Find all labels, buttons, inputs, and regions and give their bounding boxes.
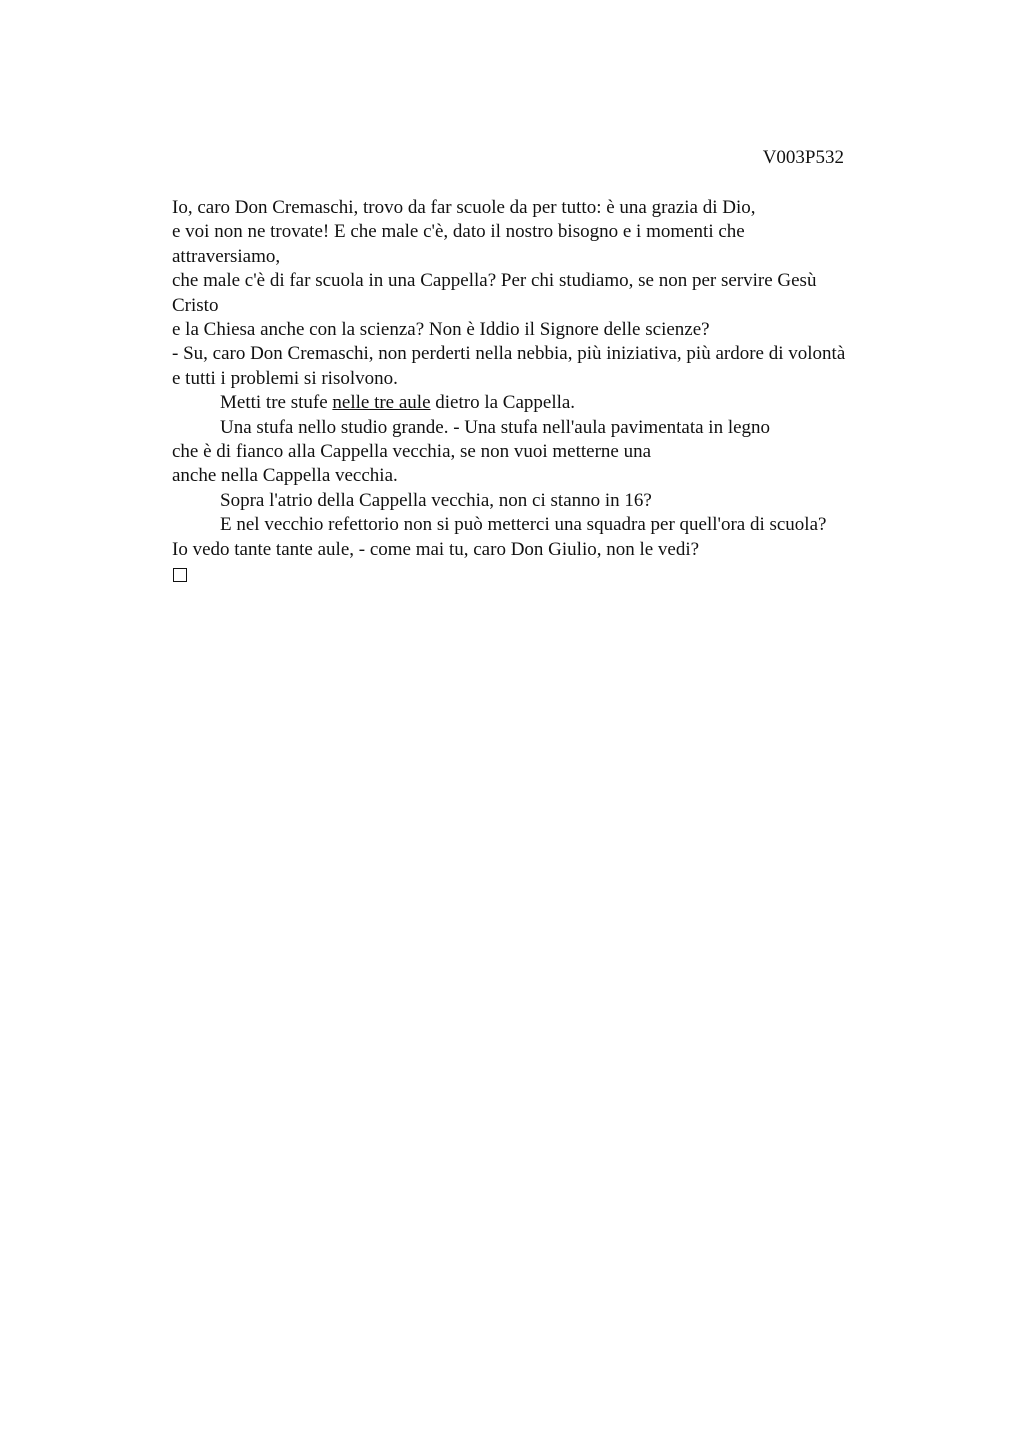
page-identifier: V003P532 [762,147,844,168]
underlined-text: nelle tre aule [332,392,431,414]
text-segment: dietro la Cappella. [430,392,576,414]
text-line: che male c'è di far scuola in una Cappella? Per chi studiamo, se non per servire Gesù [172,270,817,292]
text-line: Io, caro Don Cremaschi, trovo da far scuole da per tutto: è una grazia di Dio, [172,197,756,218]
text-line: e tutti i problemi si risolvono. [172,367,398,389]
text-line: e voi non ne trovate! E che male c'è, dato il nostro bisogno e i momenti che [172,221,745,243]
text-line: - Su, caro Don Cremaschi, non perderti nella nebbia, più iniziativa, più ardore di volontà [172,343,846,365]
text-line: e la Chiesa anche con la scienza? Non è Iddio il Signore delle scienze? [172,319,710,341]
text-line-indented [172,391,912,415]
text-line-indented: Una stufa nello studio grande. - Una stufa nell'aula pavimentata in legno [220,416,771,438]
text-line: anche nella Cappella vecchia. [172,465,398,487]
letter-body [172,196,912,582]
text-line: Io vedo tante tante aule, - come mai tu, caro Don Giulio, non le vedi? [172,538,700,560]
text-line-indented: E nel vecchio refettorio non si può metterci una squadra per quell'ora di scuola? [220,514,827,536]
empty-square-icon [173,568,187,582]
text-segment: Metti tre stufe [220,392,333,414]
text-line: Cristo [172,294,219,316]
text-line-indented: Sopra l'atrio della Cappella vecchia, non ci stanno in 16? [220,489,652,511]
text-line: che è di fianco alla Cappella vecchia, se non vuoi metterne una [172,441,652,463]
text-line: attraversiamo, [172,245,281,267]
